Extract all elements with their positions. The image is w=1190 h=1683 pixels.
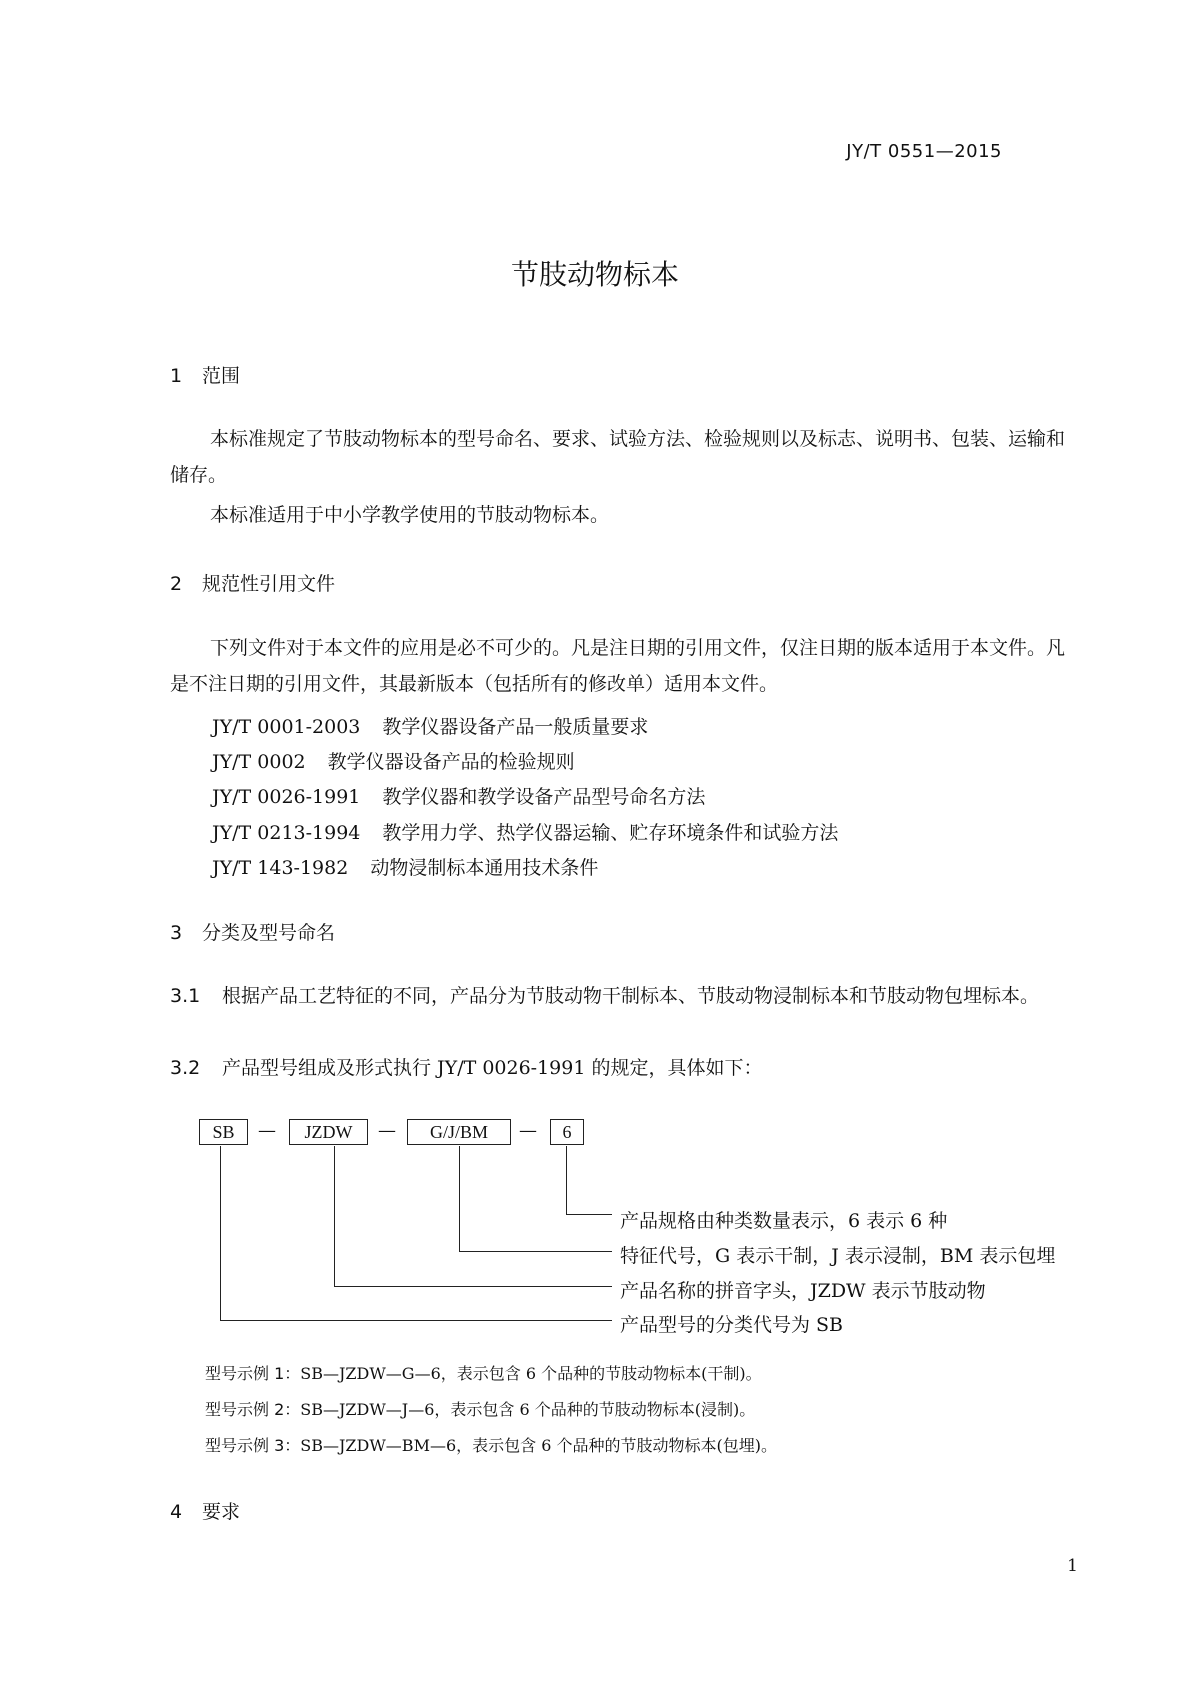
connector-line xyxy=(459,1251,612,1252)
example-text: SB—JZDW—J—6，表示包含 6 个品种的节肢动物标本(浸制)。 xyxy=(300,1400,756,1419)
section-title: 分类及型号命名 xyxy=(202,922,336,944)
legend-category-code: 产品型号的分类代号为 SB xyxy=(620,1314,844,1336)
section-title: 规范性引用文件 xyxy=(202,573,336,595)
model-example xyxy=(205,1361,762,1384)
reference-title: 教学用力学、热学仪器运输、贮存环境条件和试验方法 xyxy=(382,822,839,844)
page-number: 1 xyxy=(1067,1556,1078,1576)
diagram-separator: — xyxy=(258,1120,276,1141)
reference-item xyxy=(212,853,598,880)
reference-item xyxy=(212,712,648,739)
diagram-box-jzdw: JZDW xyxy=(289,1119,368,1145)
reference-code: JY/T 0026-1991 xyxy=(212,786,361,808)
clause-text: 根据产品工艺特征的不同，产品分为节肢动物干制标本、节肢动物浸制标本和节肢动物包埋标本。 xyxy=(222,985,1040,1007)
diagram-separator: — xyxy=(519,1120,537,1141)
standard-code: JY/T 0551—2015 xyxy=(846,141,1002,162)
legend-name-initials: 产品名称的拼音字头，JZDW 表示节肢动物 xyxy=(620,1280,986,1302)
connector-line xyxy=(220,1320,612,1321)
clause-number: 3.1 xyxy=(170,985,201,1007)
reference-title: 教学仪器设备产品一般质量要求 xyxy=(382,716,649,738)
clause-3-2 xyxy=(170,1050,1076,1086)
section-2-heading xyxy=(170,569,335,596)
clause-text: 产品型号组成及形式执行 JY/T 0026-1991 的规定，具体如下： xyxy=(222,1057,763,1079)
section-2-intro: 下列文件对于本文件的应用是必不可少的。凡是注日期的引用文件，仅注日期的版本适用于本文件。凡是不注日期的引用文件，其最新版本（包括所有的修改单）适用本文件。 xyxy=(170,637,1066,695)
example-text: SB—JZDW—BM—6，表示包含 6 个品种的节肢动物标本(包埋)。 xyxy=(300,1436,777,1455)
connector-line xyxy=(220,1146,221,1320)
reference-title: 教学仪器和教学设备产品型号命名方法 xyxy=(382,786,706,808)
reference-title: 教学仪器设备产品的检验规则 xyxy=(327,751,575,773)
connector-line xyxy=(566,1146,567,1214)
model-example xyxy=(205,1433,777,1456)
section-title: 范围 xyxy=(202,365,241,387)
reference-code: JY/T 0002 xyxy=(212,751,306,773)
section-number: 3 xyxy=(170,922,183,944)
section-3-heading xyxy=(170,918,335,945)
connector-line xyxy=(566,1214,612,1215)
example-label: 型号示例 1： xyxy=(205,1364,301,1383)
diagram-separator: — xyxy=(378,1120,396,1141)
document-title: 节肢动物标本 xyxy=(510,258,679,291)
diagram-box-sb: SB xyxy=(199,1119,248,1145)
reference-code: JY/T 0001-2003 xyxy=(212,716,361,738)
example-label: 型号示例 2： xyxy=(205,1400,301,1419)
reference-item xyxy=(212,818,838,845)
section-title: 要求 xyxy=(202,1501,241,1523)
section-1-heading xyxy=(170,361,240,388)
connector-line xyxy=(459,1146,460,1251)
legend-spec: 产品规格由种类数量表示，6 表示 6 种 xyxy=(620,1210,948,1232)
connector-line xyxy=(334,1286,612,1287)
section-1-paragraph-2: 本标准适用于中小学教学使用的节肢动物标本。 xyxy=(210,504,610,526)
reference-item xyxy=(212,747,575,774)
reference-item xyxy=(212,782,705,809)
clause-3-1 xyxy=(170,978,1076,1014)
reference-title: 动物浸制标本通用技术条件 xyxy=(370,857,599,879)
section-number: 4 xyxy=(170,1501,183,1523)
clause-number: 3.2 xyxy=(170,1057,201,1079)
section-1-paragraph-1: 本标准规定了节肢动物标本的型号命名、要求、试验方法、检验规则以及标志、说明书、包装、运输和储存。 xyxy=(170,428,1066,486)
section-number: 2 xyxy=(170,573,183,595)
legend-feature-code: 特征代号，G 表示干制，J 表示浸制，BM 表示包埋 xyxy=(620,1245,1056,1267)
diagram-box-gjbm: G/J/BM xyxy=(407,1119,511,1145)
connector-line xyxy=(334,1146,335,1286)
reference-code: JY/T 0213-1994 xyxy=(212,822,361,844)
model-example xyxy=(205,1397,755,1420)
reference-code: JY/T 143-1982 xyxy=(212,857,349,879)
example-text: SB—JZDW—G—6，表示包含 6 个品种的节肢动物标本(干制)。 xyxy=(300,1364,762,1383)
diagram-box-spec: 6 xyxy=(550,1119,584,1145)
section-4-heading xyxy=(170,1497,240,1524)
example-label: 型号示例 3： xyxy=(205,1436,301,1455)
section-number: 1 xyxy=(170,365,183,387)
